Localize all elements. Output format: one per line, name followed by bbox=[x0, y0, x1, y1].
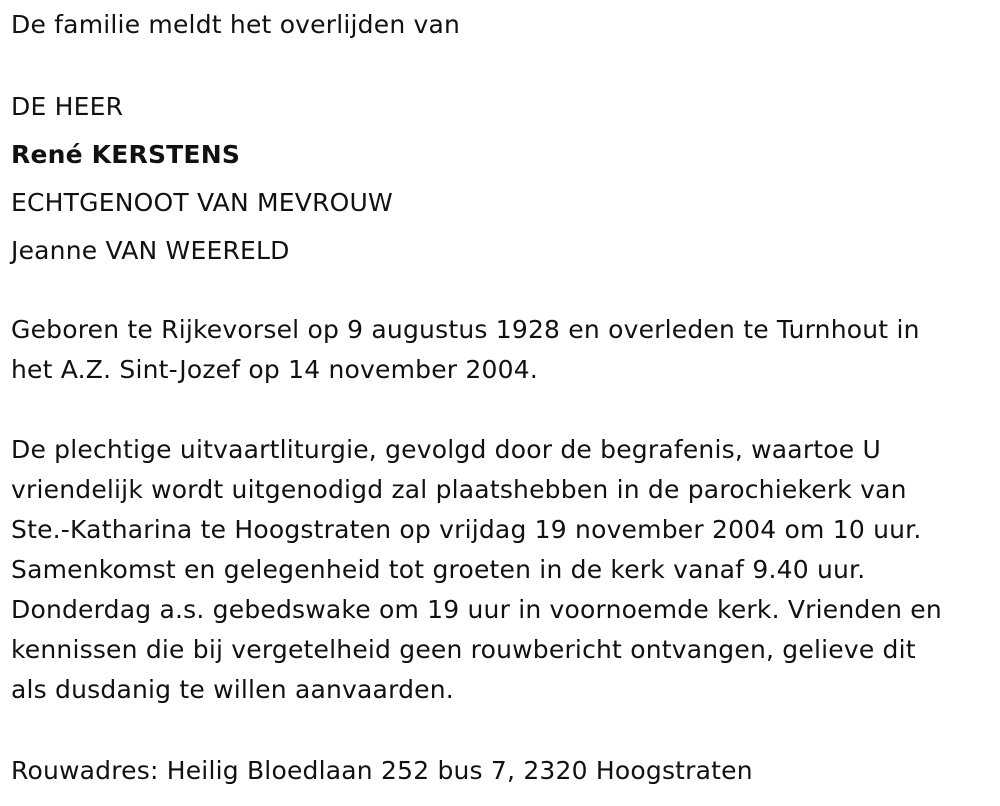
paragraph-line: De plechtige uitvaartliturgie, gevolgd door de begrafenis, waartoe U bbox=[11, 435, 882, 464]
spouse-label: ECHTGENOOT VAN MEVROUW bbox=[11, 188, 393, 217]
paragraph-line: Ste.-Katharina te Hoogstraten op vrijdag 19 november 2004 om 10 uur. bbox=[11, 515, 922, 544]
paragraph-line: vriendelijk wordt uitgenodigd zal plaatshebben in de parochiekerk van bbox=[11, 475, 907, 504]
paragraph-line: het A.Z. Sint-Jozef op 14 november 2004. bbox=[11, 355, 538, 384]
paragraph-line: Geboren te Rijkevorsel op 9 augustus 1928 en overleden te Turnhout in bbox=[11, 315, 920, 344]
funeral-paragraph bbox=[11, 430, 991, 710]
deceased-name: René KERSTENS bbox=[11, 140, 241, 169]
death-notice bbox=[11, 0, 991, 806]
paragraph-line: Donderdag a.s. gebedswake om 19 uur in voornoemde kerk. Vrienden en bbox=[11, 595, 942, 624]
paragraph-line: kennissen die bij vergetelheid geen rouwbericht ontvangen, gelieve dit bbox=[11, 635, 916, 664]
paragraph-line: Samenkomst en gelegenheid tot groeten in de kerk vanaf 9.40 uur. bbox=[11, 555, 866, 584]
birth-death-paragraph bbox=[11, 310, 991, 390]
address-text: Rouwadres: Heilig Bloedlaan 252 bus 7, 2320 Hoogstraten bbox=[11, 756, 753, 785]
title-text: DE HEER bbox=[11, 92, 124, 121]
paragraph-line: als dusdanig te willen aanvaarden. bbox=[11, 675, 454, 704]
spouse-name: Jeanne VAN WEERELD bbox=[11, 236, 290, 265]
intro-text: De familie meldt het overlijden van bbox=[11, 10, 461, 39]
